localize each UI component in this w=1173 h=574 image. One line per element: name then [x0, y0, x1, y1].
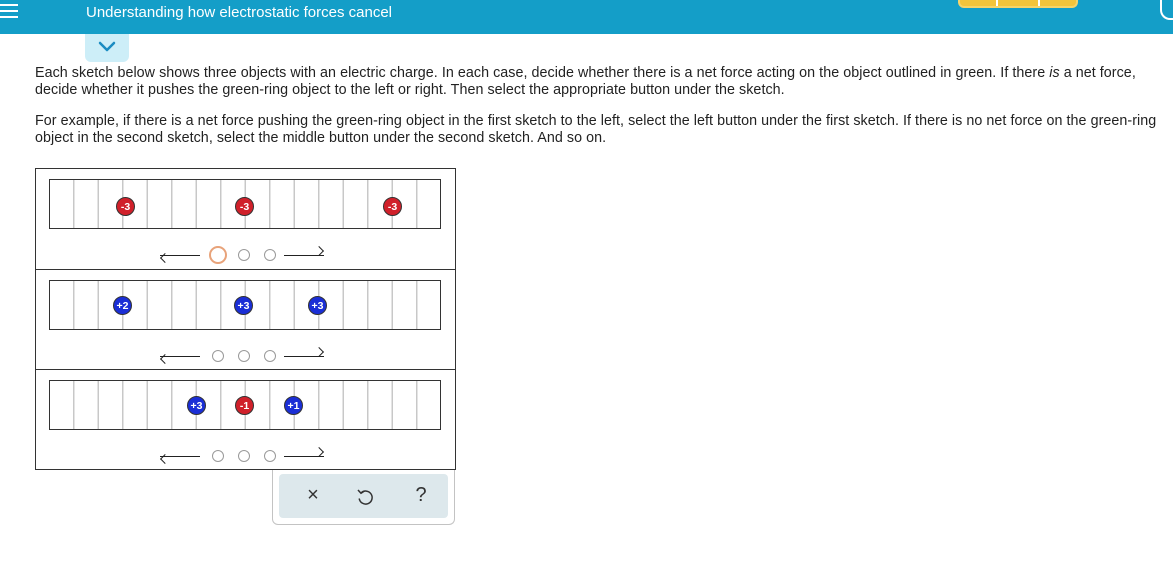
charge: +3 [308, 296, 327, 315]
answer-row [160, 446, 340, 468]
answer-row [160, 346, 340, 368]
sketch-panel-3 [36, 369, 455, 470]
charge-target: -3 [235, 197, 254, 216]
undo-icon [356, 487, 374, 507]
charge: +1 [284, 396, 303, 415]
sketch-panel-1 [36, 169, 455, 269]
radio-left[interactable] [212, 450, 224, 462]
chevron-down-icon [98, 41, 116, 53]
undo-button[interactable] [351, 484, 379, 508]
charge-target: -1 [235, 396, 254, 415]
answer-row [160, 245, 340, 267]
progress-bar [958, 0, 1078, 8]
toolbar-inner [279, 474, 448, 518]
example-paragraph: For example, if there is a net force pushing the green-ring object in the first sketch to the left, select the left button under the first sketch. If there is no net force on the green-ring object in the second sketch, select the middle button under the second sketch. And so on. [35, 113, 1157, 146]
radio-none[interactable] [238, 350, 250, 362]
radio-right[interactable] [264, 350, 276, 362]
help-button[interactable]: ? [415, 484, 427, 506]
radio-none[interactable] [238, 249, 250, 261]
left-arrow-icon [160, 356, 200, 357]
right-arrow-icon [284, 255, 324, 256]
collapse-button[interactable] [85, 34, 129, 62]
radio-none[interactable] [238, 450, 250, 462]
left-arrow-icon [160, 255, 200, 256]
right-arrow-icon [284, 456, 324, 457]
charge: +3 [187, 396, 206, 415]
answer-toolbar [272, 470, 455, 525]
charge-target: +3 [234, 296, 253, 315]
page-title: Understanding how electrostatic forces cancel [86, 4, 392, 21]
sketch-panel-2 [36, 269, 455, 370]
charge: -3 [116, 197, 135, 216]
charge: +2 [113, 296, 132, 315]
instructions-paragraph: Each sketch below shows three objects with an electric charge. In each case, decide whether there is a net force acting on the object outlined in green. If there is a net force, decide whether it pushes the green-ring object to the left or right. Then select the appropriate button under the sketch. [35, 65, 1136, 98]
radio-left[interactable] [209, 246, 227, 264]
top-bar [0, 0, 1173, 34]
menu-icon[interactable] [0, 0, 22, 34]
clear-button[interactable]: × [307, 484, 319, 506]
side-panel-tab[interactable] [1160, 0, 1173, 20]
radio-left[interactable] [212, 350, 224, 362]
sketch-container [35, 168, 456, 470]
left-arrow-icon [160, 456, 200, 457]
right-arrow-icon [284, 356, 324, 357]
radio-right[interactable] [264, 450, 276, 462]
charge: -3 [383, 197, 402, 216]
radio-right[interactable] [264, 249, 276, 261]
